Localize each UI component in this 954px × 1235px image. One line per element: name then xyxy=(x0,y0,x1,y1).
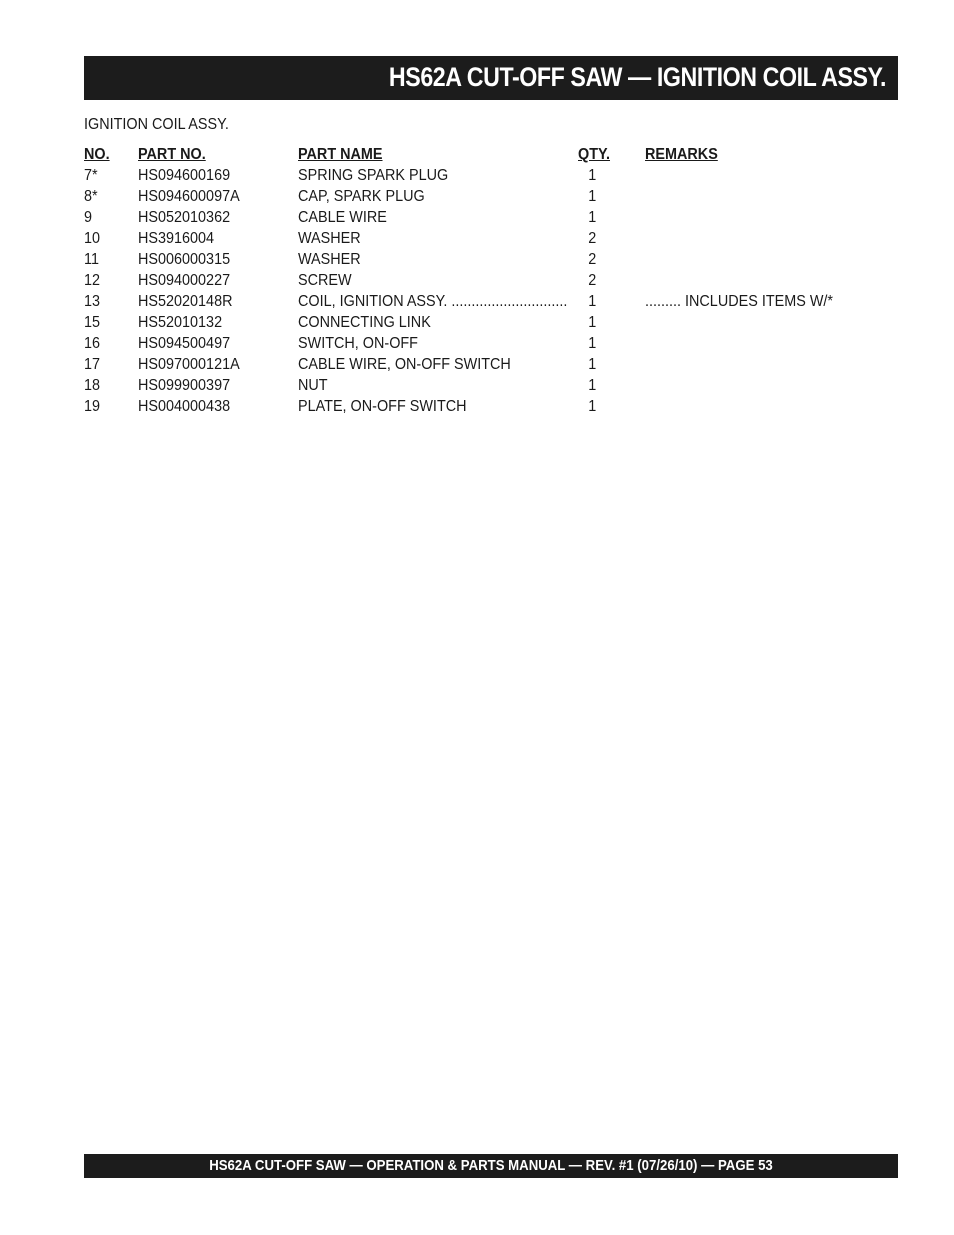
cell-part-name: CABLE WIRE xyxy=(298,209,387,226)
cell-part-number-index: 11 xyxy=(84,251,99,268)
footer-text: HS62A CUT-OFF SAW — OPERATION & PARTS MANUAL — REV. #1 (07/26/10) — PAGE 53 xyxy=(209,1157,773,1174)
column-header-part-no: PART NO. xyxy=(138,146,206,163)
cell-part-number-index: 9 xyxy=(84,209,93,226)
cell-part-name: SPRING SPARK PLUG xyxy=(298,167,449,184)
cell-part-name: SCREW xyxy=(298,272,352,289)
table-row xyxy=(84,209,824,230)
parts-table-header xyxy=(84,146,824,167)
cell-part-no: HS3916004 xyxy=(138,230,215,247)
column-header-no: NO. xyxy=(84,146,110,163)
table-row xyxy=(84,272,824,293)
cell-qty: 1 xyxy=(588,314,597,331)
cell-part-number-index: 15 xyxy=(84,314,101,331)
table-row xyxy=(84,335,824,356)
cell-part-no: HS094600169 xyxy=(138,167,231,184)
table-row xyxy=(84,188,824,209)
cell-part-no: HS006000315 xyxy=(138,251,231,268)
cell-qty: 1 xyxy=(588,377,597,394)
cell-part-name: CAP, SPARK PLUG xyxy=(298,188,425,205)
cell-part-number-index: 10 xyxy=(84,230,101,247)
cell-part-name: WASHER xyxy=(298,230,361,247)
footer-bar xyxy=(84,1154,898,1178)
cell-part-no: HS094500497 xyxy=(138,335,231,352)
cell-part-no: HS004000438 xyxy=(138,398,231,415)
cell-part-no: HS52020148R xyxy=(138,293,233,310)
cell-qty: 1 xyxy=(588,335,597,352)
parts-table xyxy=(84,146,834,419)
table-row xyxy=(84,230,824,251)
cell-part-name: COIL, IGNITION ASSY. ............................. xyxy=(298,293,568,310)
cell-part-name: SWITCH, ON-OFF xyxy=(298,335,418,352)
table-row xyxy=(84,398,824,419)
cell-part-name: PLATE, ON-OFF SWITCH xyxy=(298,398,467,415)
cell-part-number-index: 13 xyxy=(84,293,101,310)
table-row xyxy=(84,293,834,314)
cell-part-no: HS099900397 xyxy=(138,377,231,394)
parts-table-body xyxy=(84,167,834,419)
table-row xyxy=(84,167,824,188)
column-header-qty: QTY. xyxy=(578,146,611,163)
cell-part-number-index: 7* xyxy=(84,167,98,184)
cell-part-number-index: 19 xyxy=(84,398,101,415)
column-header-remarks: REMARKS xyxy=(645,146,718,163)
cell-part-name: NUT xyxy=(298,377,328,394)
cell-qty: 2 xyxy=(588,272,597,289)
table-row xyxy=(84,314,824,335)
cell-qty: 1 xyxy=(588,167,597,184)
cell-part-no: HS097000121A xyxy=(138,356,240,373)
cell-part-no: HS052010362 xyxy=(138,209,231,226)
cell-qty: 2 xyxy=(588,230,597,247)
cell-part-number-index: 17 xyxy=(84,356,101,373)
cell-qty: 1 xyxy=(588,209,597,226)
cell-part-number-index: 18 xyxy=(84,377,101,394)
cell-qty: 1 xyxy=(588,356,597,373)
cell-part-name: WASHER xyxy=(298,251,361,268)
cell-part-number-index: 8* xyxy=(84,188,98,205)
page-title: HS62A CUT-OFF SAW — IGNITION COIL ASSY. xyxy=(388,62,886,92)
cell-qty: 1 xyxy=(588,188,597,205)
cell-remarks: ......... INCLUDES ITEMS W/* xyxy=(645,293,834,310)
cell-part-no: HS52010132 xyxy=(138,314,223,331)
table-row xyxy=(84,251,824,272)
column-header-part-name: PART NAME xyxy=(298,146,383,163)
table-row xyxy=(84,377,824,398)
cell-part-no: HS094000227 xyxy=(138,272,231,289)
cell-part-number-index: 12 xyxy=(84,272,101,289)
table-row xyxy=(84,356,824,377)
cell-qty: 1 xyxy=(588,293,597,310)
cell-qty: 2 xyxy=(588,251,597,268)
section-label: IGNITION COIL ASSY. xyxy=(84,116,229,133)
title-bar xyxy=(84,56,898,100)
cell-part-number-index: 16 xyxy=(84,335,101,352)
cell-part-no: HS094600097A xyxy=(138,188,240,205)
cell-qty: 1 xyxy=(588,398,597,415)
cell-part-name: CABLE WIRE, ON-OFF SWITCH xyxy=(298,356,511,373)
cell-part-name: CONNECTING LINK xyxy=(298,314,431,331)
